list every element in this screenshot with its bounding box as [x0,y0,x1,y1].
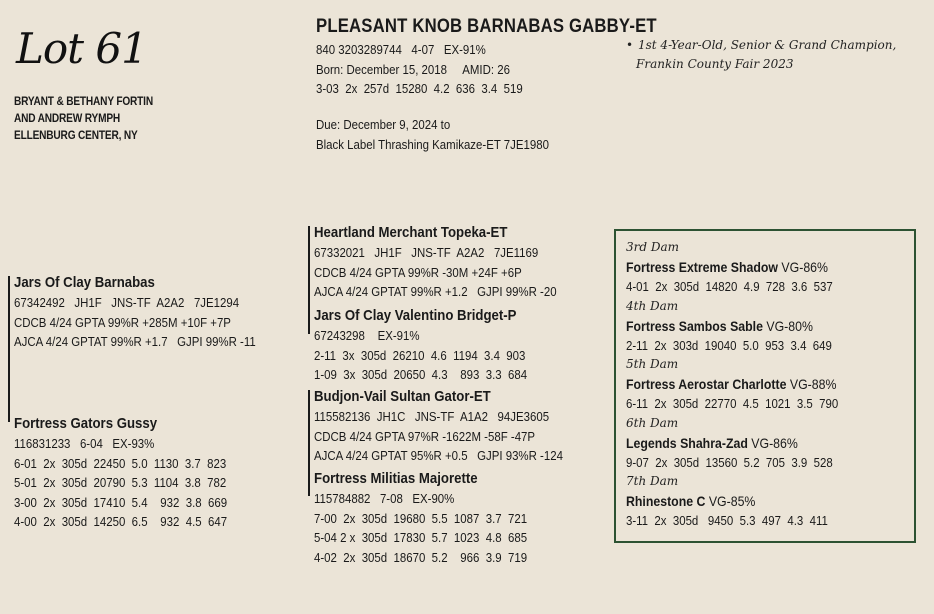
dam-entry-record: 4-01 2x 305d 14820 4.9 728 3.6 537 [626,279,833,294]
pedigree-bracket-left [8,276,10,422]
sire-sire-line: CDCB 4/24 GPTA 99%R -30M +24F +6P [314,264,522,280]
due-line-1: Due: December 9, 2024 to [316,117,451,132]
dam-sire-line: 115582136 JH1C JNS-TF A1A2 94JE3605 [314,409,550,424]
sire-sire-name: Heartland Merchant Topeka-ET [314,224,508,241]
dam-sire-block [314,387,597,466]
dam-generation-label: 4th Dam [626,298,679,313]
animal-name: PLEASANT KNOB BARNABAS GABBY-ET [316,16,657,37]
dam-line: 4-00 2x 305d 14250 6.5 932 4.5 647 [14,514,228,529]
owner-line-1: BRYANT & BETHANY FORTIN [14,96,153,108]
dam-entry-name: Legends Shahra-Zad VG-86% [626,434,798,451]
sire-dam-name: Jars Of Clay Valentino Bridget-P [314,307,517,324]
due-info [316,115,581,154]
dam-line: 6-01 2x 305d 22450 5.0 1130 3.7 823 [14,455,227,471]
dam-dam-block [314,469,556,567]
dam-block [14,414,256,532]
sire-sire-line: AJCA 4/24 GPTAT 99%R +1.2 GJPI 99%R -20 [314,284,557,299]
pedigree-bracket-sire [308,226,310,334]
sire-dam-block [314,306,556,385]
sire-dam-line: 2-11 3x 305d 26210 4.6 1194 3.4 903 [314,347,526,363]
dam-sire-name: Budjon-Vail Sultan Gator-ET [314,388,491,405]
dam-generation-label: 6th Dam [626,415,679,430]
pedigree-bracket-dam [308,390,310,496]
dam-line: 116831233 6-04 EX-93% [14,436,155,451]
sire-dam-line: 67243298 EX-91% [314,328,420,343]
dam-name: Fortress Gators Gussy [14,415,158,432]
dam-entry-record: 9-07 2x 305d 13560 5.2 705 3.9 528 [626,454,833,470]
animal-born: Born: December 15, 2018 AMID: 26 [316,61,510,77]
dam-entry [626,297,867,356]
dam-entry-name: Fortress Extreme Shadow VG-86% [626,259,829,275]
dam-dam-line: 115784882 7-08 EX-90% [314,491,455,506]
sire-line: 67342492 JH1F JNS-TF A2A2 7JE1294 [14,295,240,310]
lot-title: Lot 61 [16,24,147,73]
dam-entry-record: 3-11 2x 305d 9450 5.3 497 4.3 411 [626,513,828,528]
due-line-2: Black Label Thrashing Kamikaze-ET 7JE1980 [316,136,549,152]
animal-info [316,40,551,99]
dam-entry-name: Rhinestone C VG-85% [626,493,756,509]
award-line-2: Frankin County Fair 2023 [636,57,794,71]
sire-line: AJCA 4/24 GPTAT 99%R +1.7 GJPI 99%R -11 [14,334,256,349]
award-line-1: 1st 4-Year-Old, Senior & Grand Champion, [638,38,897,52]
sire-name: Jars Of Clay Barnabas [14,274,155,291]
dam-entry-name: Fortress Aerostar Charlotte VG-88% [626,376,837,392]
dam-sire-line: AJCA 4/24 GPTAT 95%R +0.5 GJPI 93%R -124 [314,448,563,463]
dam-entry-record: 2-11 2x 303d 19040 5.0 953 3.4 649 [626,337,832,353]
owner-line-2: AND ANDREW RYMPH [14,113,121,125]
dam-dam-line: 5-04 2 x 305d 17830 5.7 1023 4.8 685 [314,530,528,545]
dam-generation-label: 3rd Dam [626,240,680,254]
dam-entry [626,238,867,297]
dam-line: 5-01 2x 305d 20790 5.3 1104 3.8 782 [14,475,227,490]
sire-sire-line: 67332021 JH1F JNS-TF A2A2 7JE1169 [314,245,539,260]
animal-id-line: 840 3203289744 4-07 EX-91% [316,42,486,57]
sire-dam-line: 1-09 3x 305d 20650 4.3 893 3.3 684 [314,367,528,382]
animal-record: 3-03 2x 257d 15280 4.2 636 3.4 519 [316,81,523,96]
dam-line: 3-00 2x 305d 17410 5.4 932 3.8 669 [14,494,228,510]
dam-dam-line: 7-00 2x 305d 19680 5.5 1087 3.7 721 [314,510,528,526]
award-bullet: • [626,38,634,52]
dam-entry [626,472,867,531]
owner-line-3: ELLENBURG CENTER, NY [14,130,138,142]
sire-block [14,273,289,352]
dam-generation-label: 5th Dam [626,357,679,371]
award [626,36,896,74]
dam-generation-label: 7th Dam [626,474,679,488]
dam-sire-line: CDCB 4/24 GPTA 97%R -1622M -58F -47P [314,428,536,444]
dam-dam-name: Fortress Militias Majorette [314,470,478,487]
dam-entry-record: 6-11 2x 305d 22770 4.5 1021 3.5 790 [626,396,839,411]
dam-dam-line: 4-02 2x 305d 18670 5.2 966 3.9 719 [314,549,528,565]
sire-sire-block [314,223,590,302]
dam-entry [626,414,867,473]
sire-line: CDCB 4/24 GPTA 99%R +285M +10F +7P [14,314,231,330]
dam-entry [626,355,867,414]
owners [14,94,172,145]
dam-entry-name: Fortress Sambos Sable VG-80% [626,317,813,334]
dam-family [626,238,867,531]
